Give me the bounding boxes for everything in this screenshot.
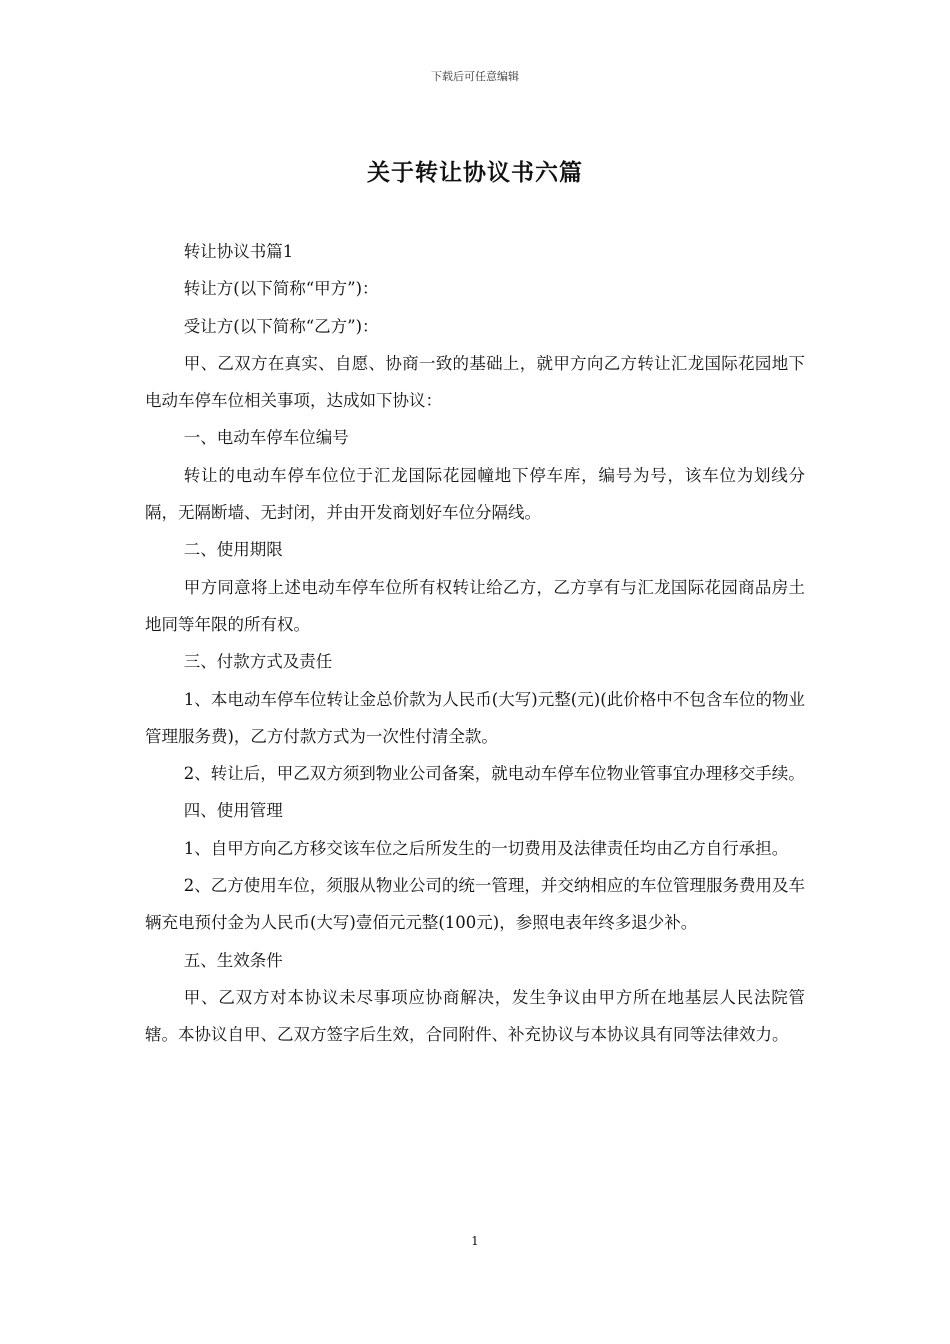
transferee-line: 受让方(以下简称“乙方”)： [183, 316, 379, 336]
clause-paragraph: 1、自甲方向乙方移交该车位之后所发生的一切费用及法律责任均由乙方自行承担。 [183, 838, 789, 858]
clause-paragraph: 甲、乙双方对本协议未尽事项应协商解决，发生争议由甲方所在地基层人民法院管辖。本协议自甲、乙双方签字后生效，合同附件、补充协议与本协议具有同等法律效力。 [145, 987, 805, 1045]
clause-heading-2: 二、使用期限 [183, 540, 283, 560]
document-title: 关于转让协议书六篇 [367, 159, 583, 186]
section-heading: 转让协议书篇1 [183, 242, 294, 261]
header-note: 下载后可任意编辑 [431, 70, 519, 83]
clause-paragraph: 1、本电动车停车位转让金总价款为人民币(大写)元整(元)(此价格中不包含车位的物业管理服务费)，乙方付款方式为一次性付清全款。 [145, 689, 805, 746]
clause-paragraph: 转让的电动车停车位位于汇龙国际花园幢地下停车库，编号为号，该车位为划线分隔，无隔断墙、无封闭，并由开发商划好车位分隔线。 [145, 465, 805, 523]
clause-heading-5: 五、生效条件 [183, 950, 283, 970]
clause-paragraph: 甲方同意将上述电动车停车位所有权转让给乙方，乙方享有与汇龙国际花园商品房土地同等年限的所有权。 [145, 577, 805, 634]
clause-heading-1: 一、电动车停车位编号 [183, 428, 349, 448]
transferor-line: 转让方(以下简称“甲方”)： [183, 279, 379, 299]
document-body [145, 233, 805, 1054]
page-number: 1 [471, 1234, 479, 1248]
clause-paragraph: 2、乙方使用车位，须服从物业公司的统一管理，并交纳相应的车位管理服务费用及车辆充电预付金为人民币(大写)壹佰元元整(100元)，参照电表年终多退少补。 [145, 876, 805, 933]
clause-paragraph: 2、转让后，甲乙双方须到物业公司备案，就电动车停车位物业管事宜办理移交手续。 [183, 764, 805, 784]
clause-heading-4: 四、使用管理 [183, 801, 283, 821]
preamble-paragraph: 甲、乙双方在真实、自愿、协商一致的基础上，就甲方向乙方转让汇龙国际花园地下电动车停车位相关事项，达成如下协议： [145, 353, 805, 411]
clause-heading-3: 三、付款方式及责任 [183, 652, 333, 672]
